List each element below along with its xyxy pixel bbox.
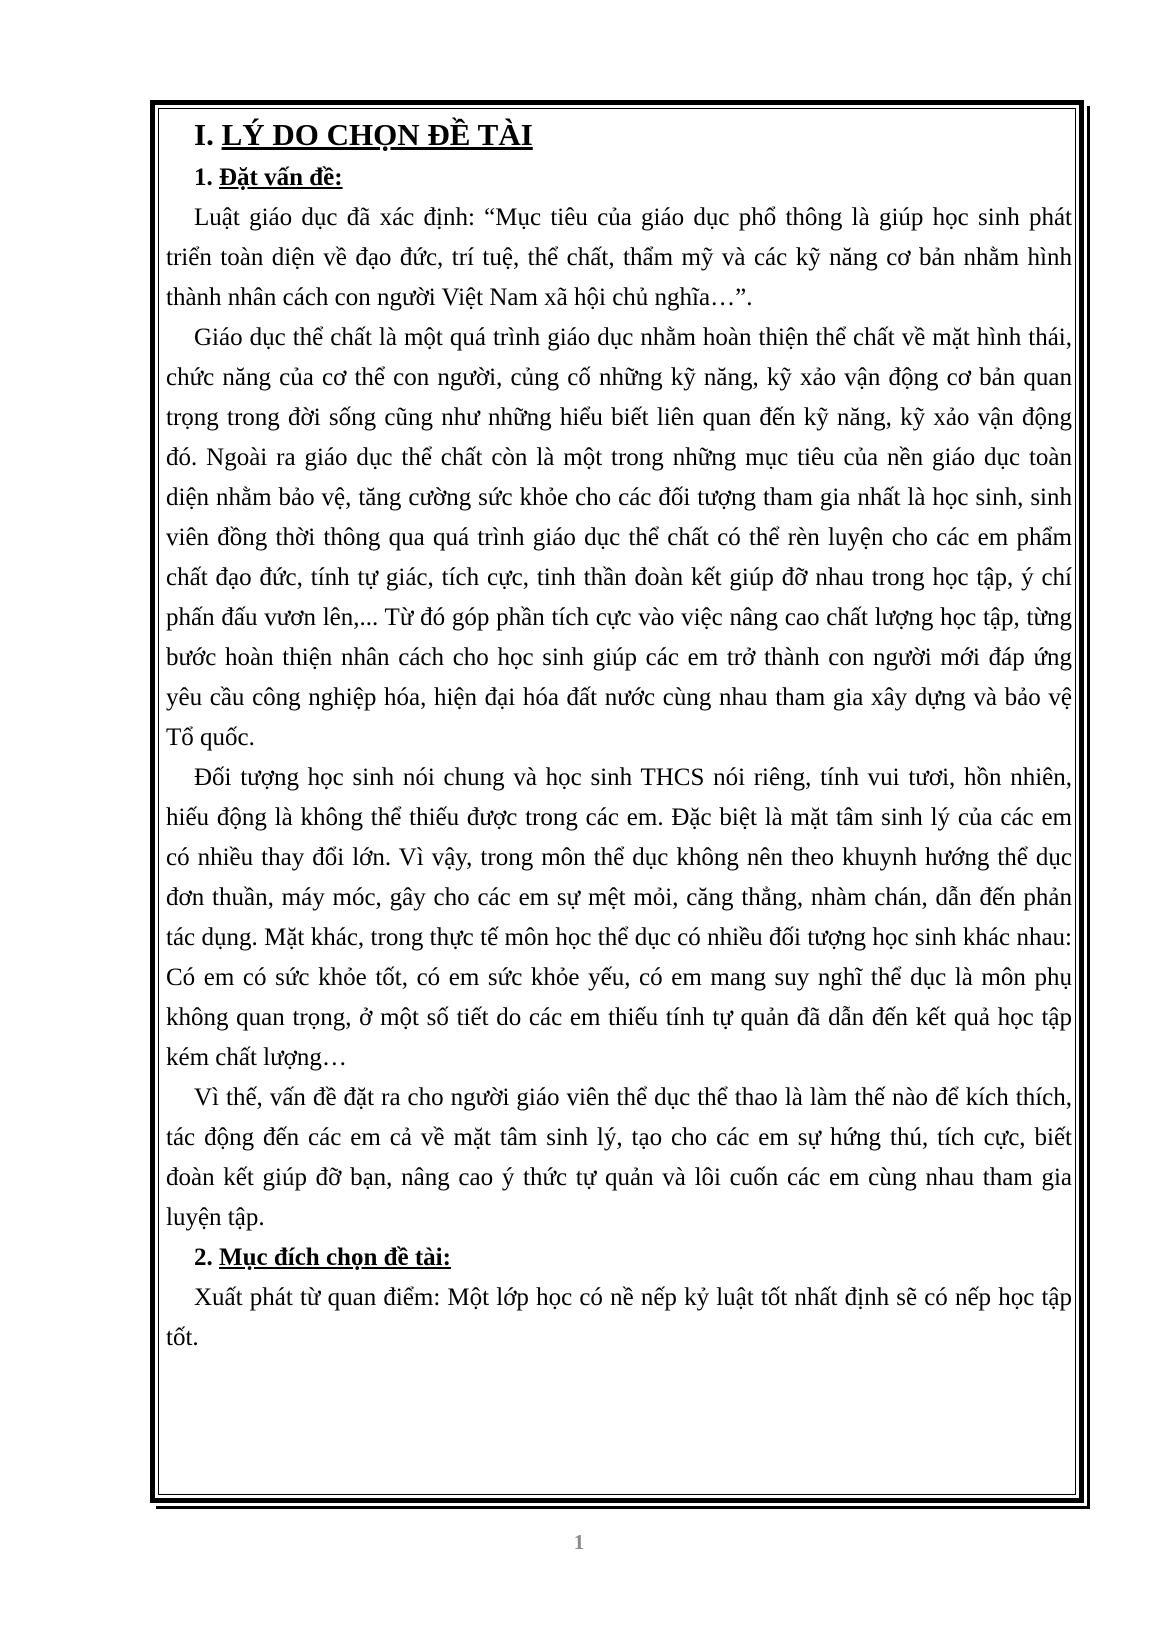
paragraph: Luật giáo dục đã xác định: “Mục tiêu của giáo dục phổ thông là giúp học sinh phát triển toàn diện về đạo đức, trí tuệ, thể chất, thẩm mỹ và các kỹ năng cơ bản nhằm hình thành nhân cách con người Việt Nam xã hội chủ nghĩa…”. — [166, 204, 1072, 311]
document-body — [166, 112, 1072, 1358]
page-number: 1 — [573, 1530, 585, 1554]
paragraph: Giáo dục thể chất là một quá trình giáo dục nhằm hoàn thiện thể chất về mặt hình thái, chức năng của cơ thể con người, củng cố những kỹ năng, kỹ xảo vận động cơ bản quan trọng trong đời sống cũng như những hiểu biết liên quan đến kỹ năng, kỹ xảo vận động đó. Ngoài ra giáo dục thể chất còn là một trong những mục tiêu của nền giáo dục toàn diện nhằm bảo vệ, tăng cường sức khỏe cho các đối tượng tham gia nhất là học sinh, sinh viên đồng thời thông qua quá trình giáo dục thể chất có thể rèn luyện cho các em phẩm chất đạo đức, tính tự giác, tích cực, tinh thần đoàn kết giúp đỡ nhau trong học tập, ý chí phấn đấu vươn lên,... Từ đó góp phần tích cực vào việc nâng cao chất lượng học tập, từng bước hoàn thiện nhân cách cho học sinh giúp các em trở thành con người mới đáp ứng yêu cầu công nghiệp hóa, hiện đại hóa đất nước cùng nhau tham gia xây dựng và bảo vệ Tổ quốc. — [166, 324, 1072, 751]
paragraph: Đối tượng học sinh nói chung và học sinh THCS nói riêng, tính vui tươi, hồn nhiên, hiếu động là không thể thiếu được trong các em. Đặc biệt là mặt tâm sinh lý của các em có nhiều thay đổi lớn. Vì vậy, trong môn thể dục không nên theo khuynh hướng thể dục đơn thuần, máy móc, gây cho các em sự mệt mỏi, căng thẳng, nhàm chán, dẫn đến phản tác dụng. Mặt khác, trong thực tế môn học thể dục có nhiều đối tượng học sinh khác nhau: Có em có sức khỏe tốt, có em sức khỏe yếu, có em mang suy nghĩ thể dục là môn phụ không quan trọng, ở một số tiết do các em thiếu tính tự quản đã dẫn đến kết quả học tập kém chất lượng… — [166, 764, 1072, 1071]
subsection-heading-1 — [166, 158, 1072, 198]
paragraph: Vì thế, vấn đề đặt ra cho người giáo viên thể dục thể thao là làm thế nào để kích thích, tác động đến các em cả về mặt tâm sinh lý, tạo cho các em sự hứng thú, tích cực, biết đoàn kết giúp đỡ bạn, nâng cao ý thức tự quản và lôi cuốn các em cùng nhau tham gia luyện tập. — [166, 1084, 1072, 1231]
subsection-number-1: 1. — [194, 164, 213, 191]
subsection-number-2: 2. — [194, 1244, 213, 1271]
section-heading — [166, 112, 1072, 158]
section-number: I. — [194, 117, 214, 152]
paragraph: Xuất phát từ quan điểm: Một lớp học có nề nếp kỷ luật tốt nhất định sẽ có nếp học tập tốt. — [166, 1284, 1072, 1351]
section-title: LÝ DO CHỌN ĐỀ TÀI — [221, 117, 533, 152]
subsection-title-1: Đặt vấn đề: — [219, 164, 343, 191]
subsection-title-2: Mục đích chọn đề tài: — [219, 1244, 451, 1271]
subsection-heading-2 — [166, 1238, 1072, 1278]
